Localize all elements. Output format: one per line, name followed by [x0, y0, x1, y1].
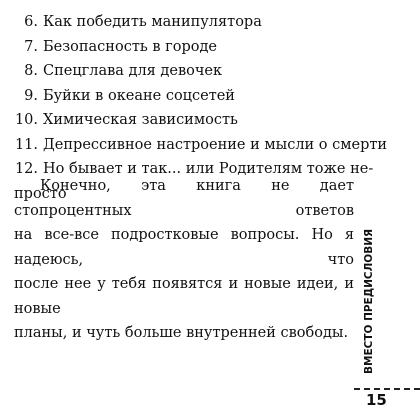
paragraph-line: на все-все подростковые вопросы. Но я надеюсь, что: [14, 227, 354, 268]
toc-item-number: 12.: [14, 161, 38, 177]
toc-item-text: Депрессивное настроение и мысли о смерти: [43, 136, 388, 153]
toc-item-text: Как победить манипулятора: [43, 14, 262, 30]
footer-divider: [354, 388, 420, 390]
toc-item: [0, 133, 388, 158]
toc-item-text: Спецглава для девочек: [43, 63, 223, 79]
toc-item-number: 6.: [24, 14, 38, 30]
toc-item-number: 10.: [14, 112, 38, 128]
body-paragraph: [14, 174, 354, 346]
toc-item-text: Буйки в океане соцсетей: [43, 87, 235, 104]
toc-item: [0, 35, 360, 60]
paragraph-line: планы, и чуть больше внутренней свободы.: [14, 325, 349, 341]
toc-item: [0, 10, 360, 35]
toc-item-continuation: просто: [14, 185, 67, 202]
toc-item-number: 11.: [14, 136, 38, 153]
toc-item-text: Но бывает и так... или Родителям тоже не-: [43, 161, 374, 177]
toc-item: [0, 59, 360, 84]
paragraph-line: после нее у тебя появятся и новые идеи, и новые: [14, 276, 354, 317]
toc-item-number: 7.: [24, 38, 38, 55]
paragraph-line: Конечно, эта книга не дает стопроцентных ответов: [14, 178, 354, 219]
toc-item-text: Безопасность в городе: [43, 38, 217, 55]
section-running-head: ВМЕСТО ПРЕДИСЛОВИЯ: [363, 228, 375, 374]
toc-item: [0, 84, 360, 109]
page-number: 15: [366, 391, 387, 409]
toc-item-text: Химическая зависимость: [43, 112, 238, 128]
toc-item-number: 8.: [24, 63, 38, 79]
toc-item-number: 9.: [24, 87, 38, 104]
toc-item: [0, 108, 360, 133]
